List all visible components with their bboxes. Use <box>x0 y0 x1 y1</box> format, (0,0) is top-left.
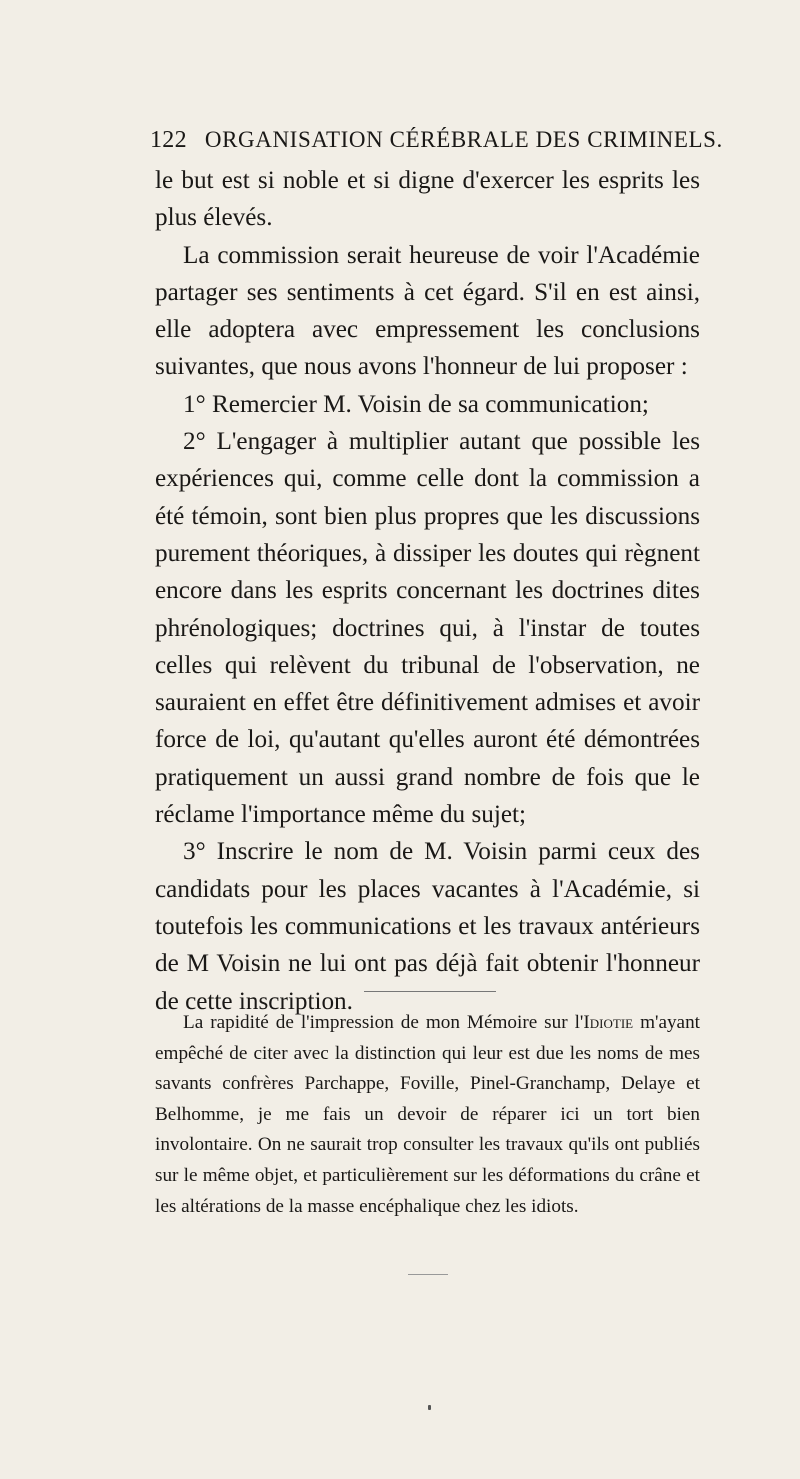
footnote-text-start: La rapidité de l'impression de mon Mémoire sur l' <box>183 1012 584 1033</box>
paragraph-commission: La commission serait heureuse de voir l'Académie partager ses sentiments à cet égard. S'il en est ainsi, elle adoptera avec empressement les conclusions suivantes, que nous avons l'honneur de lui proposer : <box>155 241 700 381</box>
page-number: 122 <box>150 127 187 153</box>
page-header <box>150 127 723 154</box>
paragraph-continuation: le but est si noble et si digne d'exercer les esprits les plus élevés. <box>155 167 700 232</box>
body-text <box>155 162 700 1020</box>
footnote-text <box>155 1008 700 1222</box>
conclusion-item-3: 3° Inscrire le nom de M. Voisin parmi ceux des candidats pour les places vacantes à l'Académie, si toutefois les communications et les travaux antérieurs de M Voisin ne lui ont pas déjà fait obtenir l'honneur de cette inscription. <box>155 838 700 1015</box>
conclusion-item-1: 1° Remercier M. Voisin de sa communication; <box>183 390 649 418</box>
end-rule <box>408 1274 448 1275</box>
footnote-title-idiotie: Idiotie <box>583 1012 634 1033</box>
conclusion-item-2: 2° L'engager à multiplier autant que possible les expériences qui, comme celle dont la commission a été témoin, sont bien plus propres que les discussions purement théoriques, à dissiper les doutes qui règnent encore dans les esprits concernant les doctrines dites phrénologiques; doctrines qui, à l'instar de toutes celles qui relèvent du tribunal de l'observation, ne sauraient en effet être définitivement admises et avoir force de loi, qu'autant qu'elles auront été démontrées pratiquement un aussi grand nombre de fois que le réclame l'importance même du sujet; <box>155 428 700 829</box>
footnote-separator <box>364 991 496 992</box>
footnote <box>155 1008 700 1222</box>
paper-speck <box>428 1405 431 1410</box>
running-title: ORGANISATION CÉRÉBRALE DES CRIMINELS. <box>204 127 723 152</box>
footnote-text-rest: m'ayant empêché de citer avec la distinction qui leur est due les noms de mes savants confrères Parchappe, Foville, Pinel-Granchamp, Delaye et Belhomme, je me fais un devoir de réparer ici un tort bien involontaire. On ne saurait trop consulter les travaux qu'ils ont publiés sur le même objet, et particulièrement sur les déformations du crâne et les altérations de la masse encéphalique chez les idiots. <box>155 1012 700 1217</box>
